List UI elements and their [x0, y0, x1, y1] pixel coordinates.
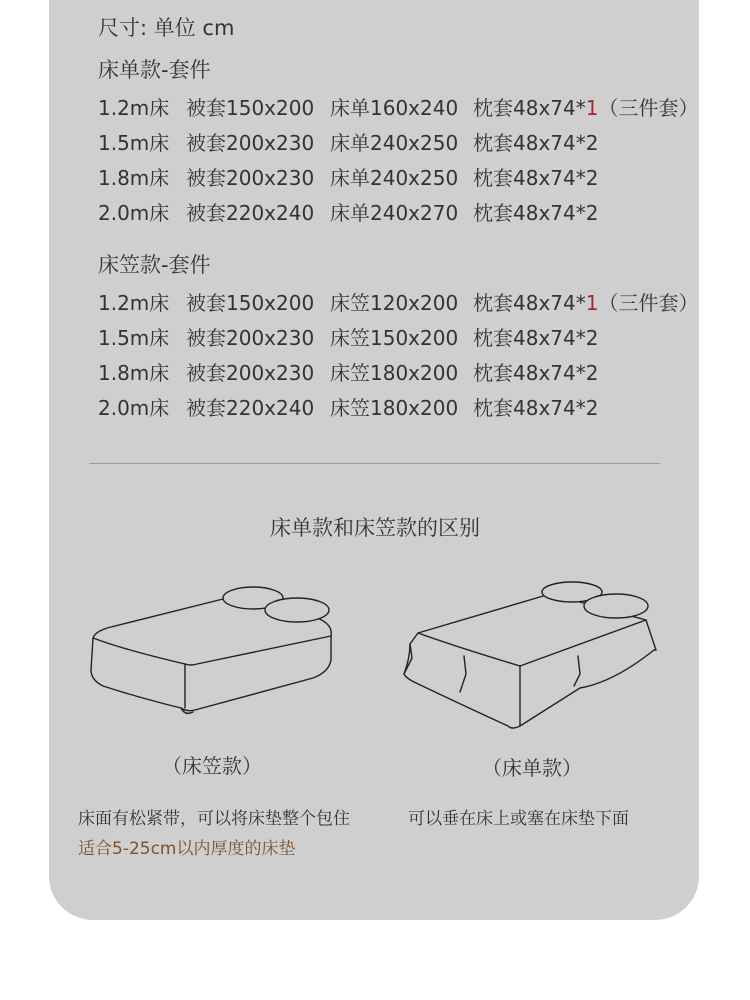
duvet-size: 被套150x200: [186, 291, 315, 315]
pillow-count: 2: [585, 326, 599, 350]
pillow-size: [473, 392, 598, 421]
pillow-spec: 枕套48x74*: [473, 291, 586, 315]
sheet-caption: （床单款）: [482, 756, 582, 780]
sheet-section-title: 床单款-套件: [98, 58, 211, 82]
pillow-spec: 枕套48x74*: [473, 131, 586, 155]
pillow-spec: 枕套48x74*: [473, 326, 586, 350]
pillow-count: 2: [585, 201, 599, 225]
sheet-size: 床单240x270: [330, 201, 459, 225]
pillow-size: [473, 162, 598, 191]
pillow-count: 2: [585, 131, 599, 155]
bed-size: 1.8m床: [98, 166, 170, 190]
bed-size: 2.0m床: [98, 396, 170, 420]
bed-size: 2.0m床: [98, 201, 170, 225]
duvet-size: 被套200x230: [186, 326, 315, 350]
pillow-spec: 枕套48x74*: [473, 96, 586, 120]
sheet-size: 床单240x250: [330, 131, 459, 155]
bed-size: 1.2m床: [98, 96, 170, 120]
pillow-size: [473, 357, 598, 386]
pillow-spec: 枕套48x74*: [473, 361, 586, 385]
pillow-count: 1: [585, 291, 599, 315]
pillow-count: 1: [585, 96, 599, 120]
pillow-size: [473, 92, 698, 121]
difference-title: 床单款和床笠款的区别: [270, 516, 480, 540]
sheet-size: 床笠180x200: [330, 396, 459, 420]
sheet-size: 床笠150x200: [330, 326, 459, 350]
bed-size: 1.2m床: [98, 291, 170, 315]
pillow-count: 2: [585, 396, 599, 420]
fitted-desc-line2: 适合5-25cm以内厚度的床垫: [78, 839, 296, 859]
set-note: （三件套）: [598, 96, 699, 120]
pillow-size: [473, 127, 598, 156]
duvet-size: 被套200x230: [186, 131, 315, 155]
bed-size: 1.5m床: [98, 131, 170, 155]
fitted-desc-line1: 床面有松紧带，可以将床垫整个包住: [78, 809, 350, 829]
duvet-size: 被套220x240: [186, 396, 315, 420]
pillow-count: 2: [585, 361, 599, 385]
pillow-size: [473, 287, 698, 316]
duvet-size: 被套200x230: [186, 166, 315, 190]
bed-size: 1.5m床: [98, 326, 170, 350]
pillow-spec: 枕套48x74*: [473, 396, 586, 420]
duvet-size: 被套220x240: [186, 201, 315, 225]
sheet-size: 床笠120x200: [330, 291, 459, 315]
unit-line: 尺寸: 单位 cm: [98, 16, 235, 40]
fitted-caption: （床笠款）: [162, 754, 262, 778]
pillow-size: [473, 322, 598, 351]
pillow-size: [473, 197, 598, 226]
flat-sheet-bed-illustration: [400, 578, 662, 733]
bed-size: 1.8m床: [98, 361, 170, 385]
sheet-size: 床单240x250: [330, 166, 459, 190]
duvet-size: 被套200x230: [186, 361, 315, 385]
sheet-size: 床笠180x200: [330, 361, 459, 385]
duvet-size: 被套150x200: [186, 96, 315, 120]
set-note: （三件套）: [598, 291, 699, 315]
pillow-count: 2: [585, 166, 599, 190]
section-divider: [89, 463, 660, 464]
sheet-desc: 可以垂在床上或塞在床垫下面: [408, 809, 629, 829]
pillow-spec: 枕套48x74*: [473, 201, 586, 225]
sheet-size: 床单160x240: [330, 96, 459, 120]
fitted-section-title: 床笠款-套件: [98, 253, 211, 277]
pillow-spec: 枕套48x74*: [473, 166, 586, 190]
fitted-bed-illustration: [85, 580, 340, 725]
